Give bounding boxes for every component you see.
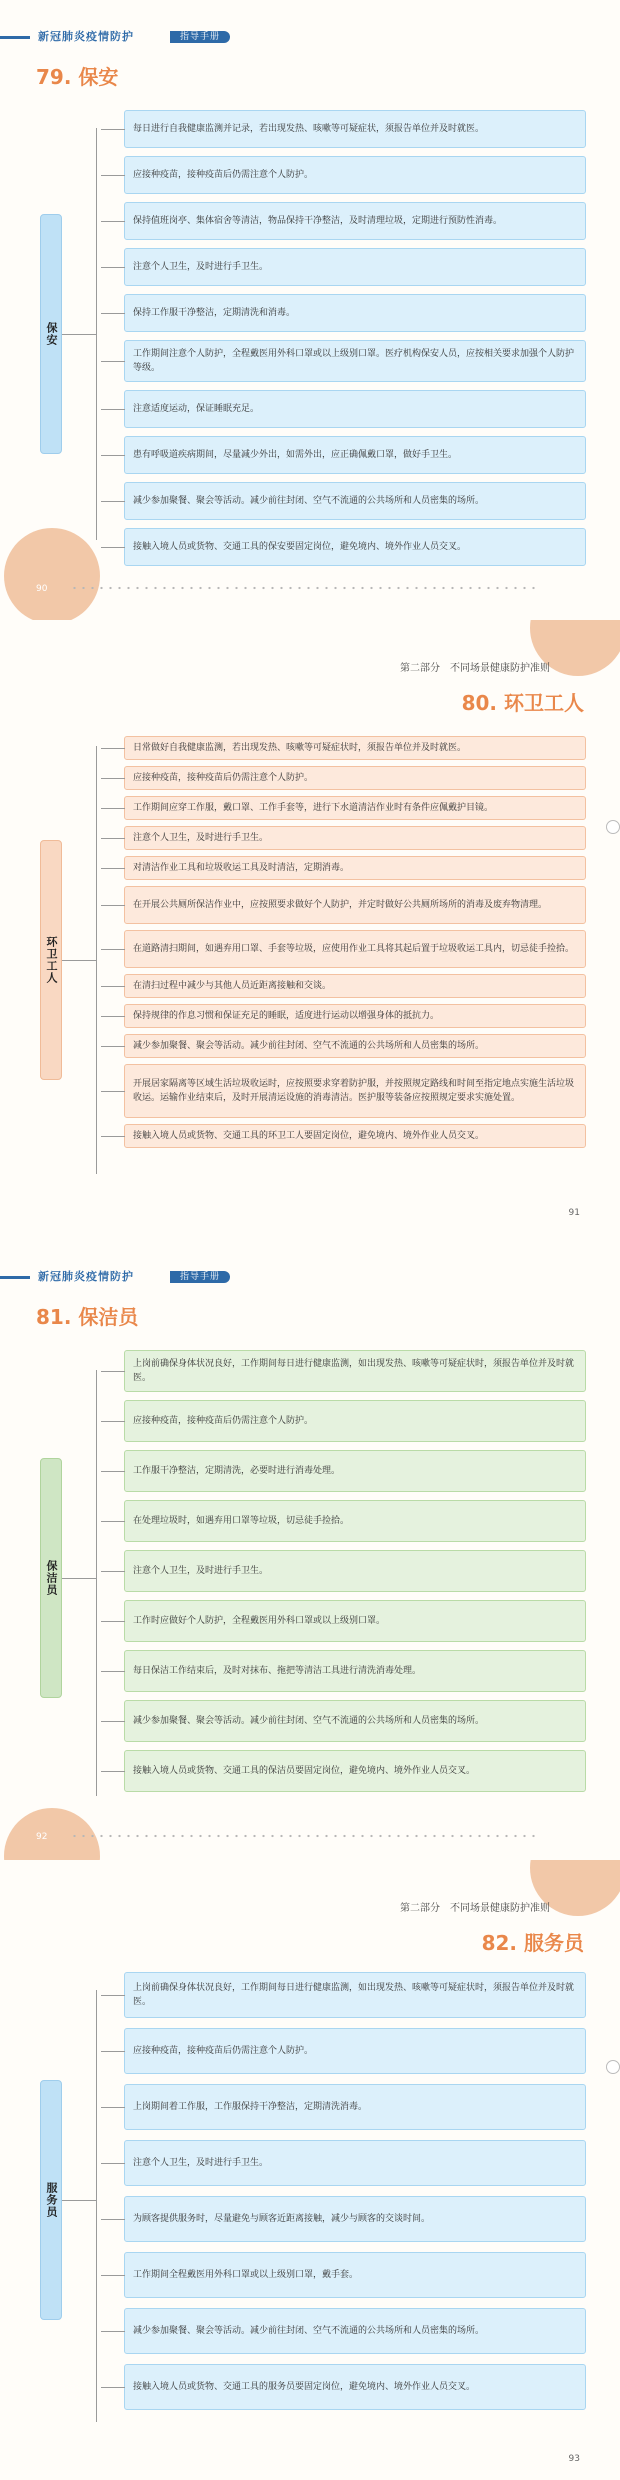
list-item: 应接种疫苗，接种疫苗后仍需注意个人防护。 (124, 1400, 586, 1442)
list-item: 上岗前确保身体状况良好，工作期间每日进行健康监测，如出现发热、咳嗽等可疑症状时，须报告单位并及时就医。 (124, 1350, 586, 1392)
list-item: 上岗期间着工作服，工作服保持干净整洁，定期清洗消毒。 (124, 2084, 586, 2130)
manual-header (0, 30, 260, 44)
list-item: 对清洁作业工具和垃圾收运工具及时清洁，定期消毒。 (124, 856, 586, 880)
decorative-dot (606, 820, 620, 834)
page-90 (0, 0, 620, 620)
list-item: 减少参加聚餐、聚会等活动。减少前往封闭、空气不流通的公共场所和人员密集的场所。 (124, 1034, 586, 1058)
page-91 (0, 620, 620, 1240)
part-label: 第二部分 不同场景健康防护准则 (400, 1903, 550, 1914)
header-accent-bar (0, 1276, 30, 1279)
header-title: 新冠肺炎疫情防护 (38, 30, 134, 43)
list-item: 接触入境人员或货物、交通工具的保洁员要固定岗位，避免境内、境外作业人员交叉。 (124, 1750, 586, 1792)
list-item: 注意个人卫生，及时进行手卫生。 (124, 2140, 586, 2186)
decorative-dot (606, 2060, 620, 2074)
category-label-text: 保洁员 (45, 1560, 58, 1596)
header-badge: 指导手册 (170, 1271, 230, 1283)
page-93 (0, 1860, 620, 2480)
list-item: 工作期间注意个人防护，全程戴医用外科口罩或以上级别口罩。医疗机构保安人员，应按相关要求加强个人防护等级。 (124, 340, 586, 382)
category-label (40, 2080, 62, 2320)
page-number: 92 (36, 1832, 48, 1842)
section-title: 81. 保洁员 (36, 1305, 139, 1329)
list-item: 日常做好自我健康监测，若出现发热、咳嗽等可疑症状时，须报告单位并及时就医。 (124, 736, 586, 760)
manual-header (0, 1270, 260, 1284)
list-item: 减少参加聚餐、聚会等活动。减少前往封闭、空气不流通的公共场所和人员密集的场所。 (124, 2308, 586, 2354)
part-label: 第二部分 不同场景健康防护准则 (400, 663, 550, 674)
category-label (40, 214, 62, 454)
list-item: 注意个人卫生，及时进行手卫生。 (124, 1550, 586, 1592)
list-item: 接触入境人员或货物、交通工具的保安要固定岗位，避免境内、境外作业人员交叉。 (124, 528, 586, 566)
list-item: 应接种疫苗，接种疫苗后仍需注意个人防护。 (124, 156, 586, 194)
decorative-circle (4, 528, 100, 620)
list-item: 减少参加聚餐、聚会等活动。减少前往封闭、空气不流通的公共场所和人员密集的场所。 (124, 1700, 586, 1742)
list-item: 工作期间全程戴医用外科口罩或以上级别口罩，戴手套。 (124, 2252, 586, 2298)
list-item: 应接种疫苗，接种疫苗后仍需注意个人防护。 (124, 2028, 586, 2074)
header-badge: 指导手册 (170, 31, 230, 43)
category-label-text: 保安 (45, 322, 58, 346)
list-item: 应接种疫苗，接种疫苗后仍需注意个人防护。 (124, 766, 586, 790)
list-item: 减少参加聚餐、聚会等活动。减少前往封闭、空气不流通的公共场所和人员密集的场所。 (124, 482, 586, 520)
section-title: 80. 环卫工人 (461, 691, 584, 715)
list-item: 保持规律的作息习惯和保证充足的睡眠，适度进行运动以增强身体的抵抗力。 (124, 1004, 586, 1028)
list-item: 工作时应做好个人防护，全程戴医用外科口罩或以上级别口罩。 (124, 1600, 586, 1642)
list-item: 在道路清扫期间，如遇弃用口罩、手套等垃圾，应使用作业工具将其起后置于垃圾收运工具内，切忌徒手捡拾。 (124, 930, 586, 968)
header-title: 新冠肺炎疫情防护 (38, 1270, 134, 1283)
list-item: 保持值班岗亭、集体宿舍等清洁，物品保持干净整洁，及时清理垃圾，定期进行预防性消毒。 (124, 202, 586, 240)
list-item: 注意适度运动，保证睡眠充足。 (124, 390, 586, 428)
page-92 (0, 1240, 620, 1860)
list-item: 工作期间应穿工作服，戴口罩、工作手套等，进行下水道清洁作业时有条件应佩戴护目镜。 (124, 796, 586, 820)
list-item: 工作服干净整洁，定期清洗，必要时进行消毒处理。 (124, 1450, 586, 1492)
list-item: 患有呼吸道疾病期间，尽量减少外出，如需外出，应正确佩戴口罩，做好手卫生。 (124, 436, 586, 474)
section-title: 79. 保安 (36, 65, 119, 89)
list-item: 开展居家隔离等区域生活垃圾收运时，应按照要求穿着防护服，并按照规定路线和时间至指定地点实施生活垃圾收运。运输作业结束后，及时开展清运设施的消毒清洁。医护服等装备应按照规定要求实施处置。 (124, 1064, 586, 1118)
dotted-divider (70, 586, 540, 590)
page-number: 93 (568, 2454, 580, 2464)
list-item: 接触入境人员或货物、交通工具的服务员要固定岗位，避免境内、境外作业人员交叉。 (124, 2364, 586, 2410)
section-title: 82. 服务员 (481, 1931, 584, 1955)
list-item: 在清扫过程中减少与其他人员近距离接触和交谈。 (124, 974, 586, 998)
header-accent-bar (0, 36, 30, 39)
page-number: 90 (36, 584, 48, 594)
category-label-text: 环卫工人 (45, 936, 58, 984)
list-item: 注意个人卫生，及时进行手卫生。 (124, 826, 586, 850)
category-label (40, 1458, 62, 1698)
list-item: 接触入境人员或货物、交通工具的环卫工人要固定岗位，避免境内、境外作业人员交叉。 (124, 1124, 586, 1148)
list-item: 在处理垃圾时，如遇弃用口罩等垃圾，切忌徒手捡拾。 (124, 1500, 586, 1542)
list-item: 为顾客提供服务时，尽量避免与顾客近距离接触，减少与顾客的交谈时间。 (124, 2196, 586, 2242)
category-label-text: 服务员 (45, 2182, 58, 2218)
category-label (40, 840, 62, 1080)
list-item: 在开展公共厕所保洁作业中，应按照要求做好个人防护，并定时做好公共厕所场所的消毒及废弃物清理。 (124, 886, 586, 924)
page-number: 91 (568, 1208, 580, 1218)
list-item: 注意个人卫生，及时进行手卫生。 (124, 248, 586, 286)
list-item: 上岗前确保身体状况良好，工作期间每日进行健康监测，如出现发热、咳嗽等可疑症状时，须报告单位并及时就医。 (124, 1972, 586, 2018)
list-item: 保持工作服干净整洁，定期清洗和消毒。 (124, 294, 586, 332)
dotted-divider (70, 1834, 540, 1838)
list-item: 每日进行自我健康监测并记录，若出现发热、咳嗽等可疑症状，须报告单位并及时就医。 (124, 110, 586, 148)
list-item: 每日保洁工作结束后，及时对抹布、拖把等清洁工具进行清洗消毒处理。 (124, 1650, 586, 1692)
